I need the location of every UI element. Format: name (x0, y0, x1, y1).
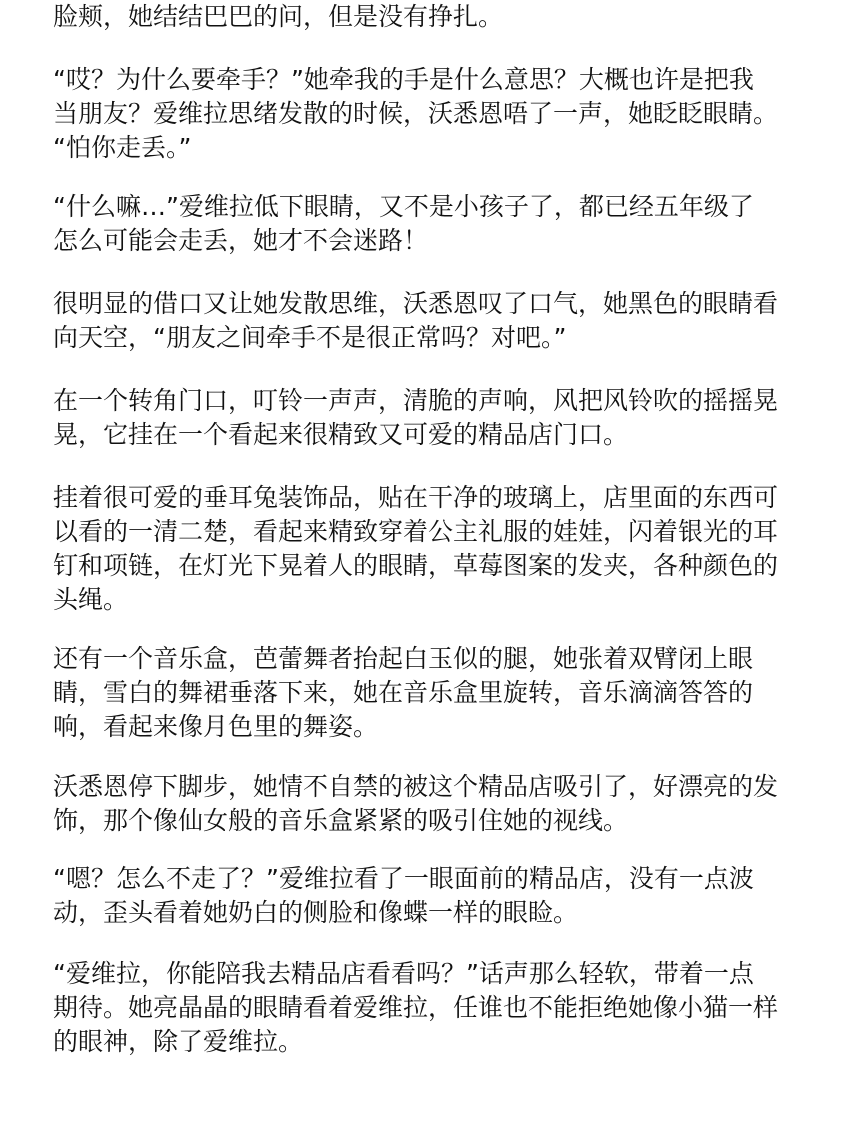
text-line: 脸颊，她结结巴巴的问，但是没有挣扎。 (53, 2, 504, 31)
paragraph (53, 384, 823, 452)
paragraph (53, 770, 823, 838)
text-line: “什么嘛…”爱维拉低下眼睛，又不是小孩子了，都已经五年级了 (53, 192, 754, 221)
text-line: 动，歪头看着她奶白的侧脸和像蝶一样的眼睑。 (53, 898, 579, 927)
paragraph (53, 862, 823, 930)
text-line: 以看的一清二楚，看起来精致穿着公主礼服的娃娃，闪着银光的耳 (53, 517, 779, 546)
text-line: 钉和项链，在灯光下晃着人的眼睛，草莓图案的发夹，各种颜色的 (53, 551, 779, 580)
paragraph (53, 287, 823, 355)
text-line: 当朋友？爱维拉思绪发散的时候，沃悉恩唔了一声，她眨眨眼睛。 (53, 99, 779, 128)
paragraph (53, 63, 823, 165)
text-line: 在一个转角门口，叮铃一声声，清脆的声响，风把风铃吹的摇摇晃 (53, 386, 779, 415)
paragraph (53, 957, 823, 1059)
text-line: 头绳。 (53, 585, 129, 614)
paragraph (53, 190, 823, 258)
text-line: 期待。她亮晶晶的眼睛看着爱维拉，任谁也不能拒绝她像小猫一样 (53, 993, 779, 1022)
text-line: 的眼神，除了爱维拉。 (53, 1027, 304, 1056)
text-line: 晃，它挂在一个看起来很精致又可爱的精品店门口。 (53, 420, 629, 449)
text-line: 还有一个音乐盒，芭蕾舞者抬起白玉似的腿，她张着双臂闭上眼 (53, 644, 754, 673)
text-line: “怕你走丢。” (53, 133, 192, 162)
text-line: 响，看起来像月色里的舞姿。 (53, 712, 379, 741)
text-line: “哎？为什么要牵手？”她牵我的手是什么意思？大概也许是把我 (53, 65, 754, 94)
text-line: 睛，雪白的舞裙垂落下来，她在音乐盒里旋转，音乐滴滴答答的 (53, 678, 754, 707)
paragraph (53, 481, 823, 617)
text-line: 挂着很可爱的垂耳兔装饰品，贴在干净的玻璃上，店里面的东西可 (53, 483, 779, 512)
text-line: 饰，那个像仙女般的音乐盒紧紧的吸引住她的视线。 (53, 806, 629, 835)
text-line: “爱维拉，你能陪我去精品店看看吗？”话声那么轻软，带着一点 (53, 959, 754, 988)
text-line: 很明显的借口又让她发散思维，沃悉恩叹了口气，她黑色的眼睛看 (53, 289, 779, 318)
paragraph (53, 642, 823, 744)
text-line: 沃悉恩停下脚步，她情不自禁的被这个精品店吸引了，好漂亮的发 (53, 772, 779, 801)
text-line: 向天空，“朋友之间牵手不是很正常吗？对吧。” (53, 323, 567, 352)
paragraph (53, 0, 823, 34)
text-line: “嗯？怎么不走了？”爱维拉看了一眼面前的精品店，没有一点波 (53, 864, 754, 893)
text-line: 怎么可能会走丢，她才不会迷路！ (53, 226, 429, 255)
